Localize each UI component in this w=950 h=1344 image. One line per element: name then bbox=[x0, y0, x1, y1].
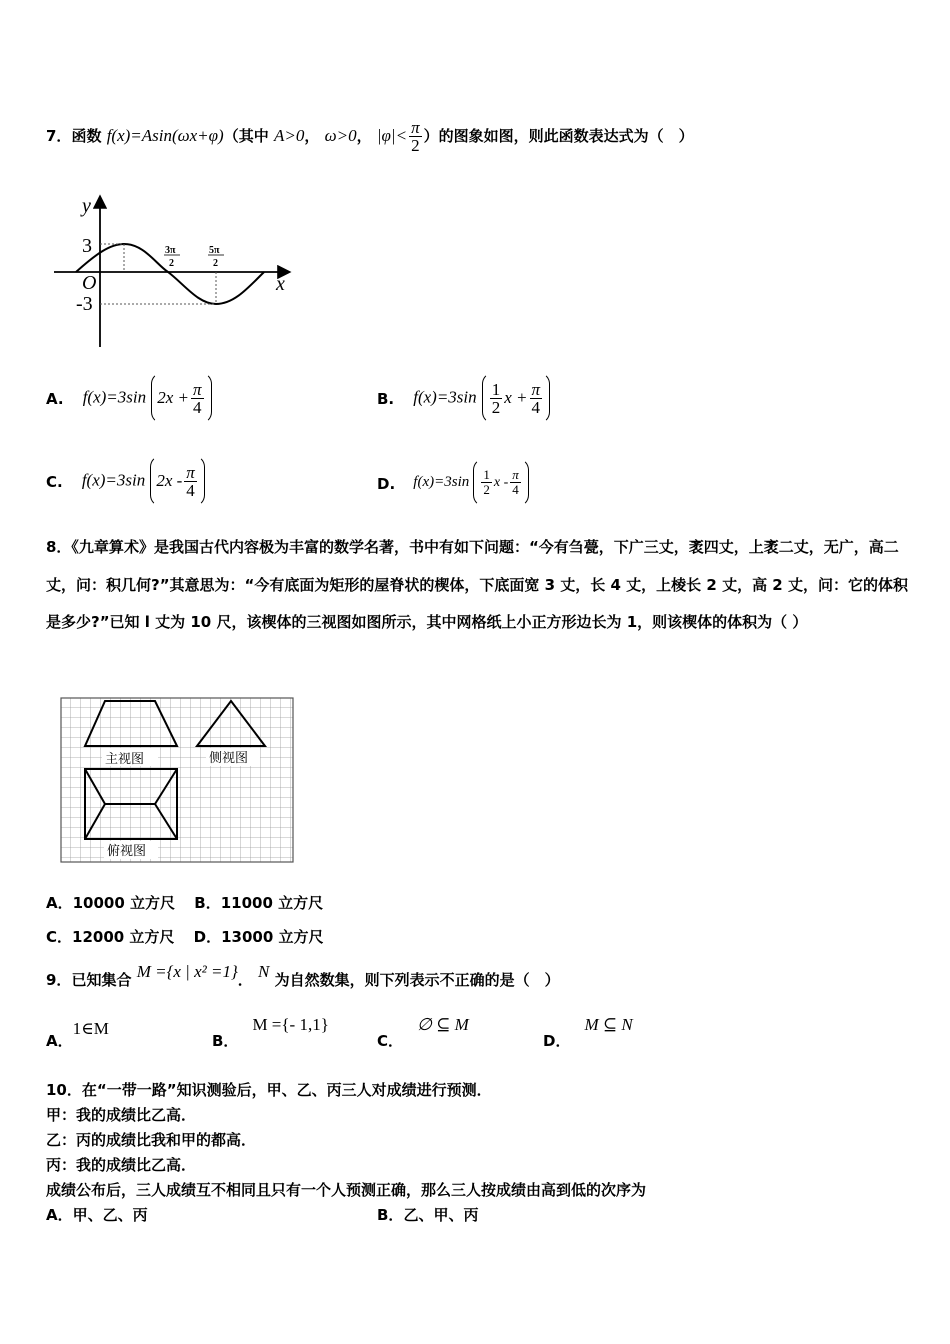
q8-three-view-figure bbox=[60, 697, 294, 863]
q8-stem: 8．《九章算术》是我国古代内容极为丰富的数学名著，书中有如下问题：“今有刍甍，下广三丈，袤四丈，上袤二丈，无广，高二丈，问：积几何?”其意思为：“今有底面为矩形的屋脊状的楔体，下底面宽 3 丈，长 4 丈，上棱长 2 丈，高 2 丈，问：它的体积是多少?”已知 l 丈为 10 尺，该楔体的三视图如图所示，其中网格纸上小正方形边长为 1，则该楔体的体积为（ ） bbox=[46, 538, 908, 631]
q7-cond-phi: |φ|< bbox=[376, 126, 408, 145]
q7-tick2-den: 2 bbox=[213, 258, 218, 269]
q7-cond-a: A>0 bbox=[273, 126, 305, 145]
q9-set-n: N bbox=[258, 962, 270, 981]
q8-front-view-label: 主视图 bbox=[105, 752, 145, 767]
q9-set-m: M ={x | x² =1} bbox=[136, 962, 238, 981]
q9-number: 9． bbox=[46, 971, 72, 989]
q9-option-b[interactable]: B．M ={- 1,1} bbox=[212, 1015, 329, 1050]
q8-option-a[interactable]: A．10000 立方尺 bbox=[46, 894, 176, 912]
q9-stem bbox=[46, 962, 560, 998]
q9-dot: ． bbox=[237, 971, 253, 989]
q8-top-view-label: 俯视图 bbox=[107, 844, 147, 859]
q8-option-d[interactable]: D．13000 立方尺 bbox=[193, 928, 324, 946]
q7-number: 7． bbox=[46, 127, 72, 145]
q10-line-1: 10．在“一带一路”知识测验后，甲、乙、丙三人对成绩进行预测． bbox=[46, 1081, 492, 1099]
q7-comma-2: ， bbox=[356, 127, 372, 145]
q8-options-row-1 bbox=[46, 892, 323, 913]
q10-option-a[interactable]: A．甲、乙、丙 bbox=[46, 1206, 148, 1224]
q7-cond-open: （其中 bbox=[223, 127, 269, 145]
q9-tail: 为自然数集，则下列表示不正确的是（ ） bbox=[274, 971, 560, 989]
q10-line-4: 丙：我的成绩比乙高． bbox=[46, 1156, 197, 1174]
q7-tick1-num: 3π bbox=[165, 245, 176, 256]
q8-option-c[interactable]: C．12000 立方尺 bbox=[46, 928, 175, 946]
q9-option-a[interactable]: A．1∈M bbox=[46, 1019, 109, 1050]
q7-tick2-num: 5π bbox=[209, 245, 220, 256]
q10-option-b[interactable]: B．乙、甲、丙 bbox=[377, 1206, 479, 1224]
q7-ymin-label: -3 bbox=[76, 293, 93, 315]
q10-line-5: 成绩公布后，三人成绩互不相同且只有一个人预测正确，那么三人按成绩由高到低的次序为 bbox=[46, 1181, 647, 1199]
q7-option-b[interactable]: B. f(x)=3sin $\frac{1}{2}$ x + $\frac{\pi}{4}$ bbox=[377, 372, 550, 422]
q7-lead: 函数 bbox=[71, 127, 102, 145]
q7-tick1-den: 2 bbox=[169, 258, 174, 269]
q7-stem bbox=[46, 116, 694, 156]
q8-options-row-2 bbox=[46, 926, 324, 947]
q7-cond-omega: ω>0 bbox=[324, 126, 357, 145]
q7-comma-1: ， bbox=[304, 127, 320, 145]
q7-expression: f(x)=Asin(ωx+φ) bbox=[106, 126, 224, 145]
q7-pi-over-2: $\frac{\pi}{2}$ bbox=[411, 118, 420, 155]
q10-line-2: 甲：我的成绩比乙高． bbox=[46, 1106, 197, 1124]
q7-ymax-label: 3 bbox=[82, 235, 92, 257]
q7-option-c[interactable]: C. f(x)=3sin 2x - $\frac{\pi}{4}$ bbox=[46, 455, 205, 505]
q7-x-label: x bbox=[276, 273, 285, 295]
q7-option-a[interactable]: A. f(x)=3sin 2x + $\frac{\pi}{4}$ bbox=[46, 372, 212, 422]
q7-y-label: y bbox=[82, 195, 91, 217]
q7-graph bbox=[48, 192, 298, 352]
q9-option-d[interactable]: D．M ⊆ N bbox=[543, 1015, 633, 1050]
q8-side-view-label: 侧视图 bbox=[209, 751, 249, 766]
q7-option-d[interactable]: D. f(x)=3sin $\frac{1}{2}$ x - $\frac{\pi}{4}$ bbox=[377, 458, 529, 504]
q8-option-b[interactable]: B．11000 立方尺 bbox=[194, 894, 324, 912]
q10-line-3: 乙：丙的成绩比我和甲的都高． bbox=[46, 1131, 257, 1149]
q9-lead: 已知集合 bbox=[71, 971, 132, 989]
q7-origin-label: O bbox=[82, 272, 97, 294]
q9-option-c[interactable]: C．∅ ⊆ M bbox=[377, 1015, 469, 1050]
q7-tail: ）的图象如图，则此函数表达式为（ ） bbox=[423, 127, 694, 145]
